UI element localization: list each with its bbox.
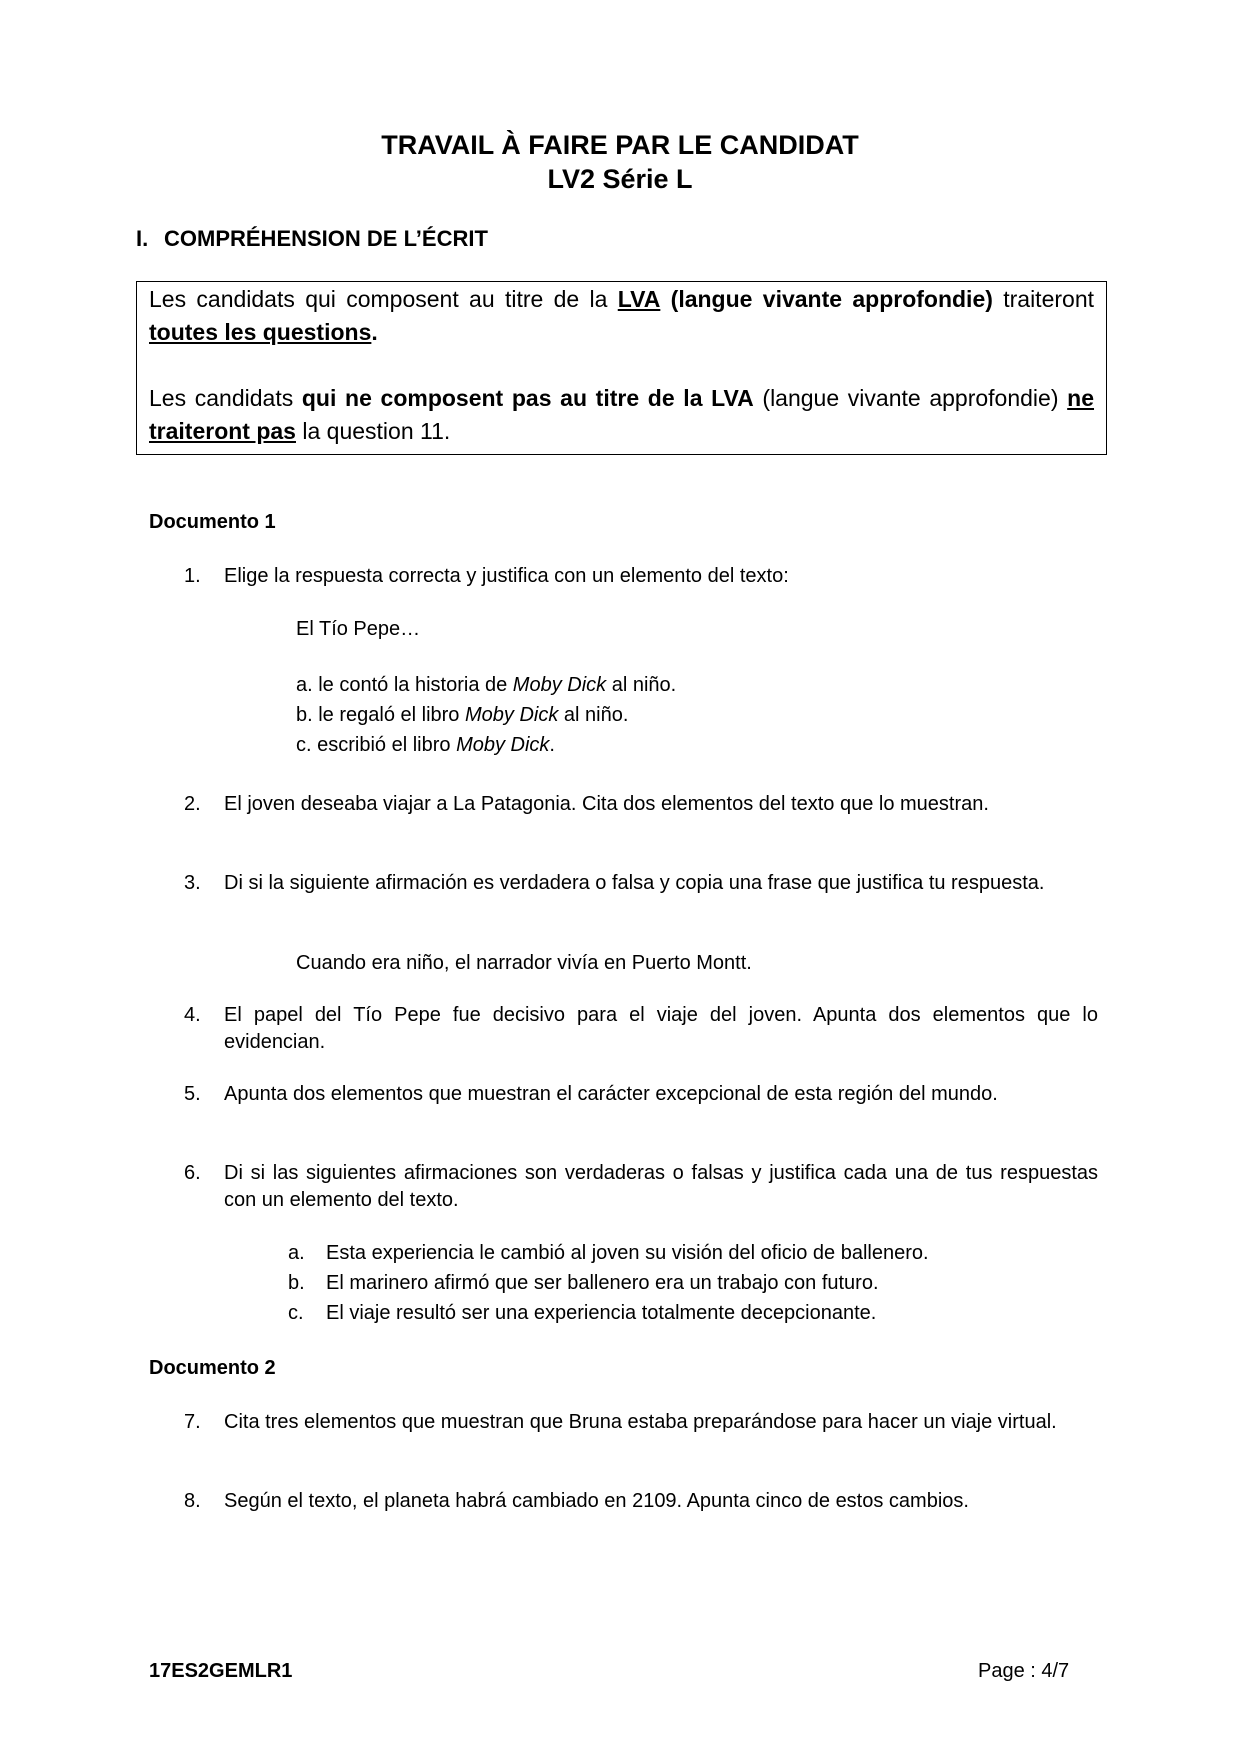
question-text: El papel del Tío Pepe fue decisivo para el viaje del joven. Apunta dos elementos que lo evidencian. [224,1004,1098,1053]
instruction-text: traiteront [992,286,1094,312]
question-6-options [288,1238,929,1328]
question-text: Di si la siguiente afirmación es verdadera o falsa y copia una frase que justifica tu respuesta. [224,872,1045,894]
instruction-text [660,286,670,312]
document-2-heading: Documento 2 [149,1357,276,1379]
instruction-text: la question 11. [295,418,451,444]
book-title: Moby Dick [512,674,607,696]
will-not-treat-label: ne traiteront pas [149,385,1095,444]
question-number: 5. [184,1083,201,1105]
lva-label: LVA [617,286,661,312]
instruction-paragraph-lva [149,283,1094,349]
statement-text: El marinero afirmó que ser ballenero era un trabajo con futuro. [326,1272,879,1294]
option-text: c. escribió el libro [296,734,457,756]
statement-letter: a. [288,1242,305,1264]
title-line-2: LV2 Série L [547,164,693,194]
question-3-statement: Cuando era niño, el narrador vivía en Puerto Montt. [296,952,752,974]
instruction-text: Les candidats qui composent au titre de la [149,286,618,312]
statement-letter: c. [288,1302,304,1324]
question-text: El joven deseaba viajar a La Patagonia. Cita dos elementos del texto que lo muestran. [224,793,989,815]
book-title: Moby Dick [464,704,559,726]
instruction-paragraph-non-lva [149,382,1094,448]
section-title: COMPRÉHENSION DE L’ÉCRIT [164,226,488,251]
option-text: b. le regaló el libro [296,704,465,726]
question-5 [184,1081,1098,1108]
all-questions-label: toutes les questions [149,319,372,345]
option-c [296,730,676,760]
statement-c [288,1298,929,1328]
question-number: 4. [184,1004,201,1026]
question-6 [184,1160,1098,1214]
question-1 [184,563,1098,590]
book-title: Moby Dick [456,734,550,756]
question-2 [184,791,1098,818]
statement-letter: b. [288,1272,305,1294]
question-number: 8. [184,1490,201,1512]
instruction-text: (langue vivante approfondie) [753,385,1068,411]
question-7 [184,1409,1098,1436]
question-number: 6. [184,1162,201,1184]
instruction-text: . [371,319,378,345]
exam-code: 17ES2GEMLR1 [149,1660,293,1682]
question-number: 7. [184,1411,201,1433]
option-b [296,700,676,730]
question-text: Según el texto, el planeta habrá cambiado en 2109. Apunta cinco de estos cambios. [224,1490,969,1512]
question-8 [184,1488,1098,1515]
question-number: 1. [184,565,201,587]
non-lva-label: qui ne composent pas au titre de la LVA [301,385,754,411]
question-text: Cita tres elementos que muestran que Bruna estaba preparándose para hacer un viaje virtual. [224,1411,1057,1433]
question-text: Apunta dos elementos que muestran el carácter excepcional de esta región del mundo. [224,1083,998,1105]
document-1-heading: Documento 1 [149,511,276,533]
statement-b [288,1268,929,1298]
question-text: Elige la respuesta correcta y justifica con un elemento del texto: [224,565,789,587]
instructions-box [136,281,1107,455]
question-text: Di si las siguientes afirmaciones son verdaderas o falsas y justifica cada una de tus respuestas con un elemento del texto. [224,1162,1098,1211]
question-3 [184,870,1098,897]
option-text: a. le contó la historia de [296,674,513,696]
option-a [296,670,676,700]
page-title [0,128,1240,196]
section-number: I. [136,226,149,251]
option-text: al niño. [558,704,629,726]
page-number: Page : 4/7 [978,1660,1070,1682]
statement-a [288,1238,929,1268]
statement-text: Esta experiencia le cambió al joven su visión del oficio de ballenero. [326,1242,929,1264]
question-1-lead: El Tío Pepe… [296,618,421,640]
instruction-text: Les candidats [149,385,302,411]
statement-text: El viaje resultó ser una experiencia totalmente decepcionante. [326,1302,877,1324]
option-text: . [549,734,555,756]
title-line-1: TRAVAIL À FAIRE PAR LE CANDIDAT [381,130,859,160]
option-text: al niño. [606,674,677,696]
question-1-options [296,670,676,760]
section-heading [136,226,488,252]
question-4 [184,1002,1098,1056]
lva-full-label: (langue vivante approfondie) [670,286,993,312]
question-number: 2. [184,793,201,815]
question-number: 3. [184,872,201,894]
